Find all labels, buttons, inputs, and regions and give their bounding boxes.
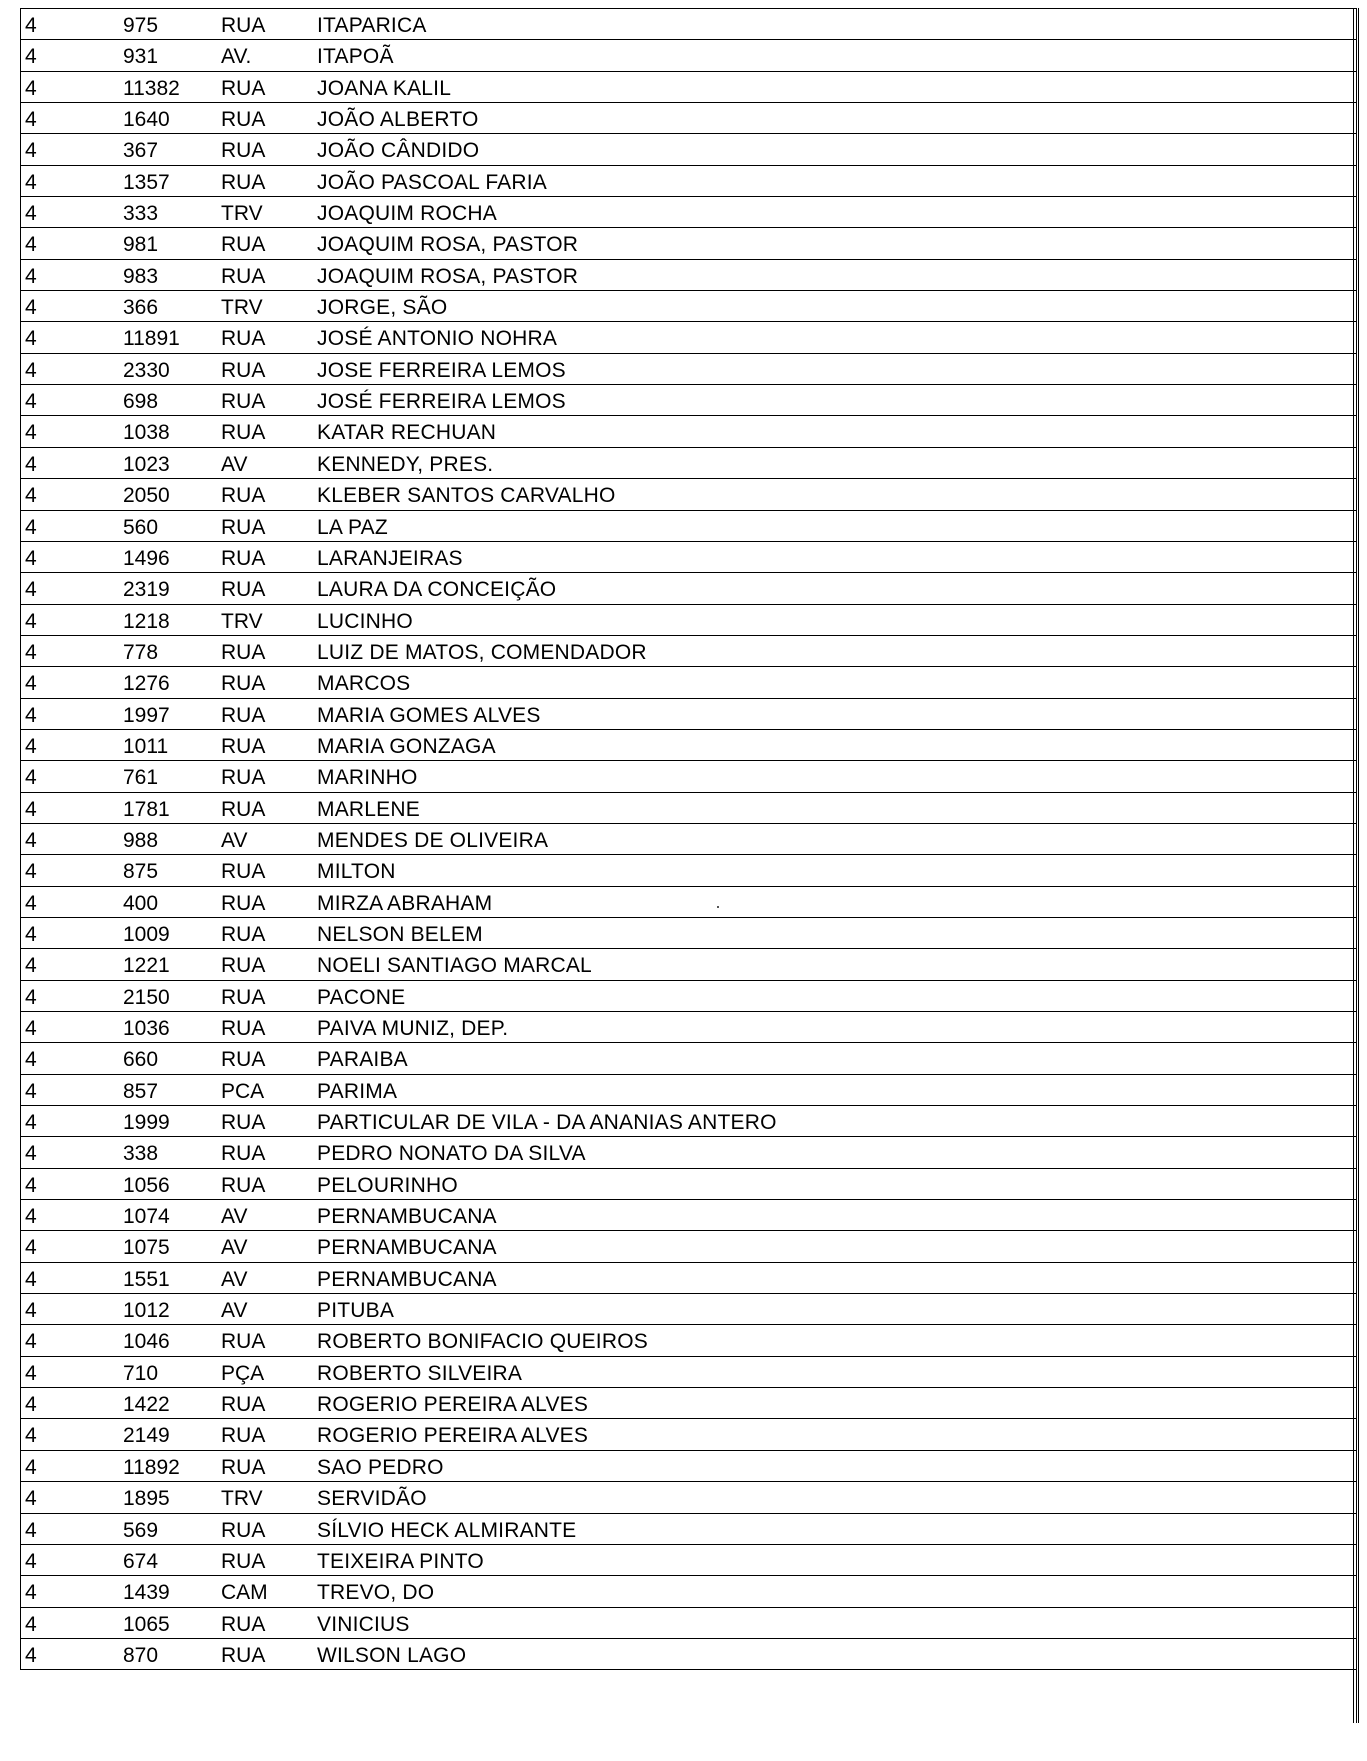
street-name-cell: PITUBA [317,1299,395,1323]
street-type-cell: RUA [221,640,266,664]
table-row [21,1200,1356,1231]
table-row [21,1608,1356,1639]
table-row [21,573,1356,604]
street-name-cell: JOAQUIM ROSA, PASTOR [317,233,579,257]
code-cell: 338 [123,1142,159,1166]
code-cell: 1046 [123,1330,170,1354]
street-name-cell: MILTON [317,860,396,884]
zone-cell: 4 [25,1299,37,1323]
street-name-cell: PERNAMBUCANA [317,1267,497,1291]
zone-cell: 4 [25,421,37,445]
scan-speck [717,906,719,908]
table-row [21,1325,1356,1356]
code-cell: 1012 [123,1299,170,1323]
street-name-cell: LA PAZ [317,515,388,539]
zone-cell: 4 [25,640,37,664]
zone-cell: 4 [25,358,37,382]
code-cell: 1895 [123,1487,170,1511]
zone-cell: 4 [25,672,37,696]
code-cell: 857 [123,1079,159,1103]
street-type-cell: TRV [221,296,263,320]
zone-cell: 4 [25,139,37,163]
street-type-cell: PCA [221,1079,265,1103]
table-row [21,479,1356,510]
zone-cell: 4 [25,703,37,727]
street-type-cell: RUA [221,1424,266,1448]
code-cell: 988 [123,828,159,852]
zone-cell: 4 [25,954,37,978]
code-cell: 400 [123,891,159,915]
street-type-cell: RUA [221,108,266,132]
table-row [21,667,1356,698]
street-name-cell: LARANJEIRAS [317,546,463,570]
street-name-cell: SERVIDÃO [317,1487,427,1511]
street-name-cell: SÍLVIO HECK ALMIRANTE [317,1518,577,1542]
zone-cell: 4 [25,296,37,320]
street-name-cell: WILSON LAGO [317,1643,467,1667]
code-cell: 1065 [123,1612,170,1636]
zone-cell: 4 [25,1017,37,1040]
code-cell: 698 [123,390,159,414]
code-cell: 1038 [123,421,170,445]
code-cell: 931 [123,45,159,69]
zone-cell: 4 [25,797,37,821]
zone-cell: 4 [25,1048,37,1072]
street-table [20,8,1356,1670]
zone-cell: 4 [25,202,37,226]
street-name-cell: MARCOS [317,672,411,696]
code-cell: 1276 [123,672,170,696]
street-name-cell: JOSE FERREIRA LEMOS [317,358,566,382]
zone-cell: 4 [25,860,37,884]
street-name-cell: JOANA KALIL [317,76,452,100]
table-row [21,1294,1356,1325]
code-cell: 366 [123,296,159,320]
zone-cell: 4 [25,1393,37,1417]
zone-cell: 4 [25,891,37,915]
code-cell: 875 [123,860,159,884]
table-row [21,887,1356,918]
street-type-cell: RUA [221,1017,266,1040]
zone-cell: 4 [25,1205,37,1229]
street-name-cell: LUCINHO [317,609,413,633]
code-cell: 975 [123,14,159,37]
zone-cell: 4 [25,1079,37,1103]
street-type-cell: RUA [221,954,266,978]
street-type-cell: RUA [221,922,266,946]
street-type-cell: RUA [221,327,266,351]
street-name-cell: ROGERIO PEREIRA ALVES [317,1424,589,1448]
street-type-cell: RUA [221,1518,266,1542]
street-name-cell: PAIVA MUNIZ, DEP. [317,1017,509,1040]
table-row [21,9,1356,40]
table-row [21,1169,1356,1200]
zone-cell: 4 [25,546,37,570]
code-cell: 1075 [123,1236,170,1260]
code-cell: 11382 [123,76,180,100]
zone-cell: 4 [25,609,37,633]
street-name-cell: TREVO, DO [317,1581,435,1605]
table-row [21,918,1356,949]
street-type-cell: RUA [221,1173,266,1197]
zone-cell: 4 [25,45,37,69]
street-name-cell: LUIZ DE MATOS, COMENDADOR [317,640,647,664]
street-type-cell: RUA [221,264,266,288]
street-type-cell: RUA [221,546,266,570]
code-cell: 981 [123,233,159,257]
code-cell: 1640 [123,108,170,132]
zone-cell: 4 [25,828,37,852]
street-name-cell: PARIMA [317,1079,398,1103]
page-right-border [1353,8,1359,1723]
table-row [21,636,1356,667]
table-row [21,1043,1356,1074]
zone-cell: 4 [25,1142,37,1166]
code-cell: 367 [123,139,159,163]
street-name-cell: MARLENE [317,797,420,821]
zone-cell: 4 [25,1549,37,1573]
street-type-cell: RUA [221,860,266,884]
table-row [21,1514,1356,1545]
street-type-cell: RUA [221,139,266,163]
street-type-cell: RUA [221,358,266,382]
table-row [21,511,1356,542]
street-name-cell: JOAQUIM ROSA, PASTOR [317,264,579,288]
street-name-cell: PARAIBA [317,1048,408,1072]
code-cell: 660 [123,1048,159,1072]
street-type-cell: RUA [221,1330,266,1354]
street-name-cell: ROGERIO PEREIRA ALVES [317,1393,589,1417]
table-row [21,1545,1356,1576]
code-cell: 1496 [123,546,170,570]
street-name-cell: PELOURINHO [317,1173,458,1197]
street-name-cell: MENDES DE OLIVEIRA [317,828,549,852]
street-type-cell: RUA [221,1142,266,1166]
code-cell: 1056 [123,1173,170,1197]
street-type-cell: TRV [221,202,263,226]
code-cell: 1221 [123,954,170,978]
table-row [21,542,1356,573]
table-row [21,949,1356,980]
table-row [21,134,1356,165]
street-name-cell: PERNAMBUCANA [317,1205,497,1229]
zone-cell: 4 [25,1455,37,1479]
zone-cell: 4 [25,170,37,194]
code-cell: 1999 [123,1111,170,1135]
street-name-cell: NELSON BELEM [317,922,483,946]
street-type-cell: RUA [221,76,266,100]
zone-cell: 4 [25,985,37,1009]
code-cell: 1009 [123,922,170,946]
table-row [21,824,1356,855]
street-type-cell: RUA [221,985,266,1009]
street-name-cell: MARIA GOMES ALVES [317,703,541,727]
zone-cell: 4 [25,734,37,758]
zone-cell: 4 [25,1330,37,1354]
code-cell: 1422 [123,1393,170,1417]
table-row [21,793,1356,824]
street-name-cell: NOELI SANTIAGO MARCAL [317,954,592,978]
street-type-cell: RUA [221,1455,266,1479]
code-cell: 1551 [123,1267,170,1291]
code-cell: 1218 [123,609,170,633]
street-name-cell: KLEBER SANTOS CARVALHO [317,484,616,508]
table-row [21,385,1356,416]
street-type-cell: RUA [221,1612,266,1636]
street-type-cell: RUA [221,484,266,508]
street-name-cell: JOSÉ ANTONIO NOHRA [317,327,558,351]
street-name-cell: JOÃO ALBERTO [317,108,479,132]
street-type-cell: RUA [221,515,266,539]
code-cell: 761 [123,766,159,790]
code-cell: 1357 [123,170,170,194]
street-name-cell: JOAQUIM ROCHA [317,202,497,226]
street-type-cell: AV [221,828,248,852]
table-row [21,605,1356,636]
zone-cell: 4 [25,264,37,288]
street-name-cell: JOÃO PASCOAL FARIA [317,170,547,194]
street-type-cell: TRV [221,1487,263,1511]
street-name-cell: JORGE, SÃO [317,296,448,320]
street-type-cell: RUA [221,734,266,758]
street-name-cell: TEIXEIRA PINTO [317,1549,484,1573]
table-row [21,448,1356,479]
code-cell: 2319 [123,578,170,602]
street-name-cell: PARTICULAR DE VILA - DA ANANIAS ANTERO [317,1111,777,1135]
code-cell: 2150 [123,985,170,1009]
street-type-cell: RUA [221,1048,266,1072]
zone-cell: 4 [25,1267,37,1291]
table-row [21,1106,1356,1137]
street-name-cell: JOÃO CÂNDIDO [317,139,480,163]
table-row [21,1482,1356,1513]
table-row [21,416,1356,447]
street-name-cell: ROBERTO BONIFACIO QUEIROS [317,1330,648,1354]
street-type-cell: RUA [221,578,266,602]
zone-cell: 4 [25,484,37,508]
street-type-cell: AV [221,1299,248,1323]
table-row [21,699,1356,730]
street-type-cell: RUA [221,170,266,194]
street-name-cell: LAURA DA CONCEIÇÃO [317,578,557,602]
street-name-cell: KENNEDY, PRES. [317,452,494,476]
table-row [21,1075,1356,1106]
zone-cell: 4 [25,327,37,351]
zone-cell: 4 [25,1581,37,1605]
street-type-cell: AV [221,1236,248,1260]
street-name-cell: JOSÉ FERREIRA LEMOS [317,390,566,414]
code-cell: 2050 [123,484,170,508]
table-row [21,1419,1356,1450]
street-type-cell: AV [221,1267,248,1291]
table-row [21,1451,1356,1482]
table-row [21,103,1356,134]
table-row [21,1357,1356,1388]
zone-cell: 4 [25,1612,37,1636]
code-cell: 870 [123,1643,159,1667]
street-type-cell: PÇA [221,1361,265,1385]
street-name-cell: MARINHO [317,766,418,790]
table-row [21,761,1356,792]
zone-cell: 4 [25,1487,37,1511]
street-type-cell: RUA [221,703,266,727]
zone-cell: 4 [25,108,37,132]
table-row [21,72,1356,103]
code-cell: 11891 [123,327,180,351]
street-type-cell: RUA [221,1549,266,1573]
table-row [21,1639,1356,1670]
street-type-cell: AV. [221,45,252,69]
zone-cell: 4 [25,578,37,602]
zone-cell: 4 [25,233,37,257]
street-type-cell: RUA [221,14,266,37]
code-cell: 333 [123,202,159,226]
street-name-cell: PERNAMBUCANA [317,1236,497,1260]
street-name-cell: PACONE [317,985,406,1009]
street-name-cell: ITAPARICA [317,14,427,37]
table-row [21,1576,1356,1607]
code-cell: 2149 [123,1424,170,1448]
table-row [21,1263,1356,1294]
zone-cell: 4 [25,14,37,37]
table-row [21,1137,1356,1168]
table-row [21,291,1356,322]
code-cell: 1011 [123,734,169,758]
street-name-cell: ROBERTO SILVEIRA [317,1361,523,1385]
street-type-cell: RUA [221,766,266,790]
code-cell: 1023 [123,452,170,476]
street-name-cell: MIRZA ABRAHAM [317,891,493,915]
street-type-cell: TRV [221,609,263,633]
table-row [21,1231,1356,1262]
zone-cell: 4 [25,1643,37,1667]
table-row [21,197,1356,228]
street-type-cell: RUA [221,1393,266,1417]
street-type-cell: RUA [221,891,266,915]
street-type-cell: RUA [221,1643,266,1667]
code-cell: 674 [123,1549,159,1573]
street-name-cell: KATAR RECHUAN [317,421,497,445]
street-type-cell: RUA [221,233,266,257]
zone-cell: 4 [25,1424,37,1448]
zone-cell: 4 [25,1236,37,1260]
zone-cell: 4 [25,76,37,100]
zone-cell: 4 [25,922,37,946]
zone-cell: 4 [25,452,37,476]
table-row [21,322,1356,353]
table-row [21,855,1356,886]
street-type-cell: RUA [221,672,266,696]
table-row [21,260,1356,291]
zone-cell: 4 [25,1518,37,1542]
code-cell: 983 [123,264,159,288]
table-row [21,228,1356,259]
code-cell: 560 [123,515,159,539]
street-type-cell: RUA [221,421,266,445]
code-cell: 1781 [123,797,170,821]
zone-cell: 4 [25,1111,37,1135]
code-cell: 1074 [123,1205,170,1229]
table-row [21,981,1356,1012]
table-row [21,166,1356,197]
code-cell: 11892 [123,1455,180,1479]
zone-cell: 4 [25,390,37,414]
zone-cell: 4 [25,515,37,539]
street-name-cell: ITAPOÃ [317,45,394,69]
street-type-cell: RUA [221,390,266,414]
street-name-cell: VINICIUS [317,1612,410,1636]
street-type-cell: AV [221,1205,248,1229]
street-type-cell: RUA [221,797,266,821]
zone-cell: 4 [25,1361,37,1385]
street-type-cell: RUA [221,1111,266,1135]
code-cell: 1997 [123,703,170,727]
table-row [21,40,1356,71]
code-cell: 569 [123,1518,159,1542]
street-name-cell: PEDRO NONATO DA SILVA [317,1142,586,1166]
street-type-cell: AV [221,452,248,476]
code-cell: 1439 [123,1581,170,1605]
code-cell: 1036 [123,1017,170,1040]
code-cell: 778 [123,640,159,664]
table-row [21,1388,1356,1419]
table-row [21,730,1356,761]
zone-cell: 4 [25,766,37,790]
street-type-cell: CAM [221,1581,268,1605]
code-cell: 2330 [123,358,170,382]
zone-cell: 4 [25,1173,37,1197]
code-cell: 710 [123,1361,159,1385]
table-row [21,354,1356,385]
table-row [21,1012,1356,1043]
street-name-cell: MARIA GONZAGA [317,734,496,758]
street-name-cell: SAO PEDRO [317,1455,444,1479]
